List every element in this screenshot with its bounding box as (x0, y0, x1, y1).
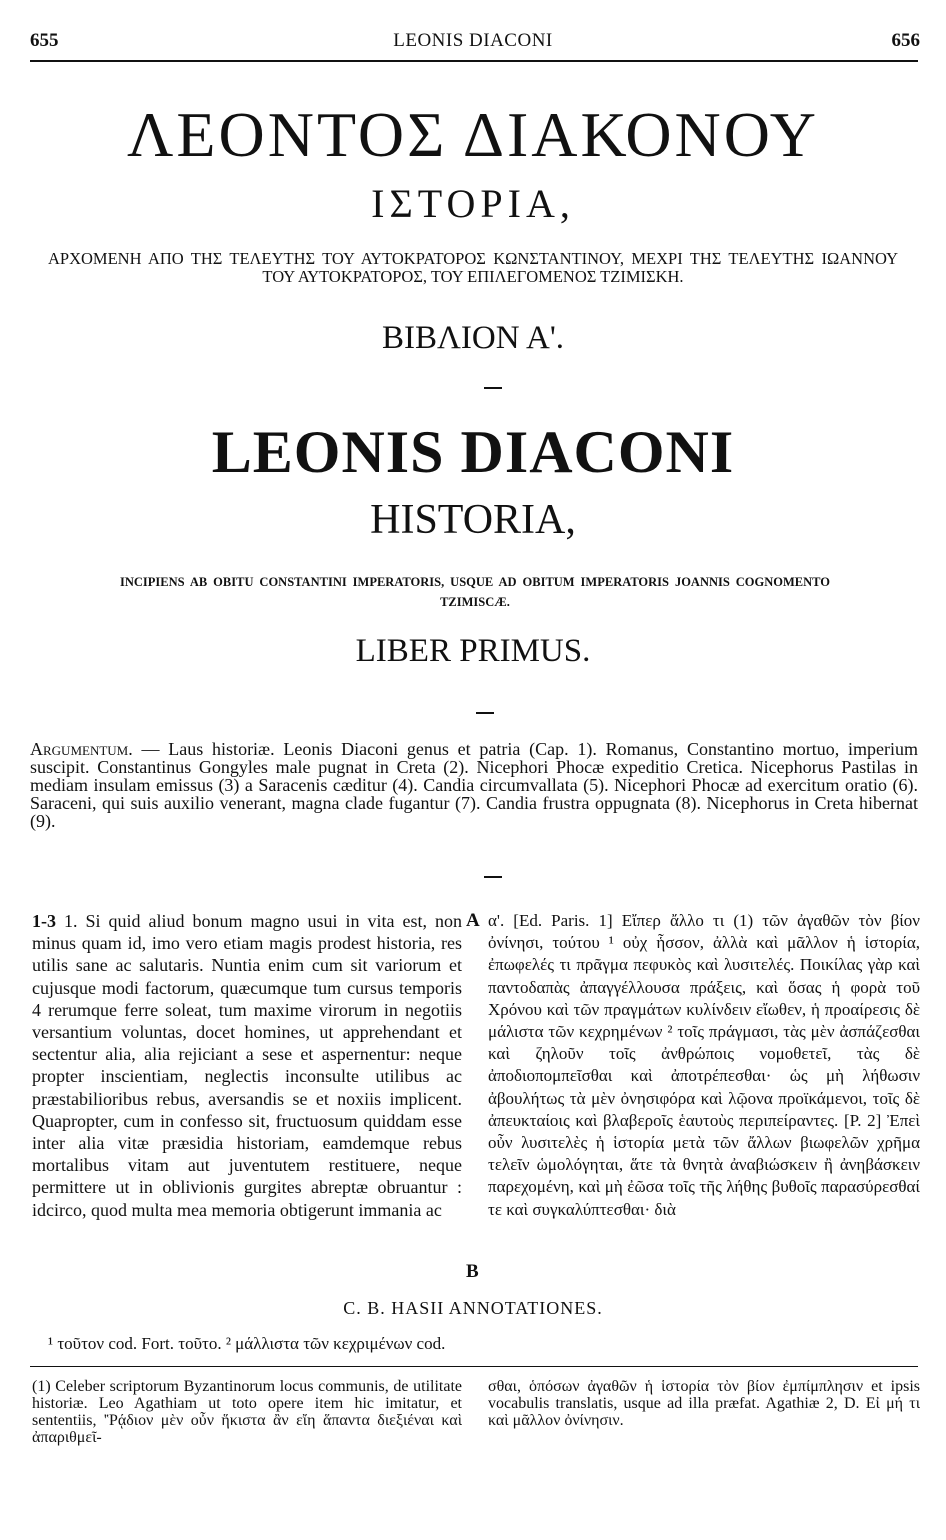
greek-title: ΛΕΟΝΤΟΣ ΔΙΑΚΟΝΟΥ (127, 99, 819, 170)
margin-marker-a: A (466, 910, 480, 931)
annotations-title: C. B. HASII ANNOTATIONES. (343, 1298, 603, 1318)
margin-marker-b: B (466, 1261, 479, 1282)
greek-body-text: α'. [Ed. Paris. 1] Εἴπερ ἄλλο τι (1) τῶν ἀγαθῶν τὸν βίον ὀνίνησι, τούτου ¹ οὐχ ἧσσον, ἀλλὰ καὶ μᾶλλον ἡ ἱστορία, ἐπωφελές τι πρᾶγμα πεφυκὸς καὶ λυσιτελές. Ποικίλας γὰρ καὶ παντοδαπὰς ἀπαγγέλλουσα πράξεις, καὶ ὅσας ἡ φορὰ τοῦ Χρόνου καὶ τῶν πραγμάτων κυλίνδειν εἴωθεν, ἡ προαίρεσις δὲ μάλιστα τῶν κεχρημένων ² τοῖς πράγμασι, τὰς μὲν ἀσπάζεσθαι καὶ ζηλοῦν τοῖς ἀνθρώποις νομοθετεῖ, τὰς δὲ ἀποδιοπομπεῖσθαι καὶ ἀποτρέπεσθαι· ὡς μὴ λήθωσιν ἀβουλήτως τὰ μὲν ὀνησιφόρα καὶ λῷονα προϊκάμενοι, τοῖς δὲ ἀπευκταίοις καὶ βλαβεροῖς ἑαυτοὺς περιπείραντες. [P. 2] Ἐπεὶ οὖν λυσιτελὲς ἡ ἱστορία μετὰ τῶν ἄλλων βιωφελῶν χρῆμα τελεῖν ὡμολόγηται, ἅτε τὰ θνητὰ ἀναβιώσκειν ἢ ἀνηβάσκειν παρεχομένη, καὶ μὴ ἐῶσα τοῖς τῆς λήθης βυθοῖς παρασύρεσθαί τε καὶ συγκαλύπτεσθαι· διὰ (488, 911, 920, 1219)
argument-paragraph (30, 740, 918, 830)
latin-subtitle: HISTORIA, (370, 497, 576, 543)
latin-title: LEONIS DIACONI (211, 419, 735, 485)
latin-column (32, 910, 462, 1221)
page-number-right: 656 (891, 30, 920, 51)
separator-dash (476, 712, 494, 714)
separator-dash (484, 387, 502, 389)
annotation-note-right: σθαι, ὁπόσων ἀγαθῶν ἡ ἱστορία τὸν βίον ἐμπίμπλησιν et ipsis vocabulis translatis, usque ad illa præfat. Agathiæ 2, D. Εἰ μή τι καὶ μᾶλλον ὀνίνησιν. (488, 1378, 920, 1429)
argument-label: Argumentum. (30, 739, 133, 759)
page-number-left: 655 (30, 30, 59, 51)
column-reference: 1-3 (32, 911, 56, 931)
greek-incipit: ΑΡΧΟΜΕΝΗ ΑΠΟ ΤΗΣ ΤΕΛΕΥΤΗΣ ΤΟΥ ΑΥΤΟΚΡΑΤΟΡΟΣ ΚΩΝΣΤΑΝΤΙΝΟΥ, ΜΕΧΡΙ ΤΗΣ ΤΕΛΕΥΤΗΣ ΙΩΑΝΝΟΥ ΤΟΥ ΑΥΤΟΚΡΑΤΟΡΟΣ, ΤΟΥ ΕΠΙΛΕΓΟΜΕΝΟΣ ΤΖΙΜΙΣΚΗ. (48, 249, 898, 286)
running-header: LEONIS DIACONI (393, 30, 553, 51)
latin-body-text: 1. Si quid aliud bonum magno usui in vita est, non minus quam id, imo vero etiam magis prodest historia, res utilis sane ac salutaris. Nuntia enim cum sit variorum et cujusque modi factorum, quæcumque tum cursus temporis 4 rerumque ferre soleat, tum maxime virorum in negotiis versantium voluntas, docet homines, ut apprehendant et sectentur alia, alia rejiciant a sese et aspernentur: neque propter inscientiam, neglectis inconsulte utilibus ac præstabilioribus rebus, aversandis se et noxiis implicent. Quapropter, cum in confesso sit, fructuosum quiddam esse inter alia vitæ præsidia historiam, eamdemque rebus mortalibus vitam aut juventutem restituere, neque permittere ut in oblivionis gurgites abreptæ obruantur : idcirco, quod multa mea memoria obtigerunt immania ac (32, 911, 462, 1220)
separator-dash (484, 876, 502, 878)
argument-text: — Laus historiæ. Leonis Diaconi genus et patria (Cap. 1). Romanus, Constantino mortuo, imperium suscipit. Constantinus Gongyles male pugnat in Creta (2). Nicephori Phocæ expeditio Cretica. Nicephorus Pastilas in mediam insulam emissus (3) a Saracenis cæditur (4). Candia circumvallata (5). Nicephori Phocæ ad exercitum oratio (6). Saraceni, qui suis auxilio venerant, magna clade fugantur (7). Candia frustra oppugnata (8). Nicephorus in Creta hibernat (9). (30, 739, 918, 831)
greek-book-heading: ΒΙΒΛΙΟΝ Α'. (381, 320, 565, 356)
latin-book-heading: LIBER PRIMUS. (355, 633, 591, 669)
greek-column (488, 910, 920, 1221)
footnote: ¹ τοῦτον cod. Fort. τοῦτο. ² μάλλιστα τῶν κεχριμένων cod. (48, 1334, 446, 1353)
annotations-rule (30, 1366, 918, 1367)
greek-subtitle: ΙΣΤΟΡΙΑ, (371, 181, 575, 226)
header-rule (30, 60, 918, 62)
annotation-note-left: (1) Celeber scriptorum Byzantinorum locus communis, de utilitate historiæ. Leo Agathiam ut toto opere item hic imitatur, et sententiis, 'Ῥᾴδιον μὲν οὖν ἥκιστα ἂν εἴη ἅπαντα διεξιέναι καὶ ἀπαριθμεῖ- (32, 1378, 462, 1446)
latin-incipit: INCIPIENS AB OBITU CONSTANTINI IMPERATORIS, USQUE AD OBITUM IMPERATORIS JOANNIS COGNOMENTO TZIMISCÆ. (120, 575, 830, 609)
